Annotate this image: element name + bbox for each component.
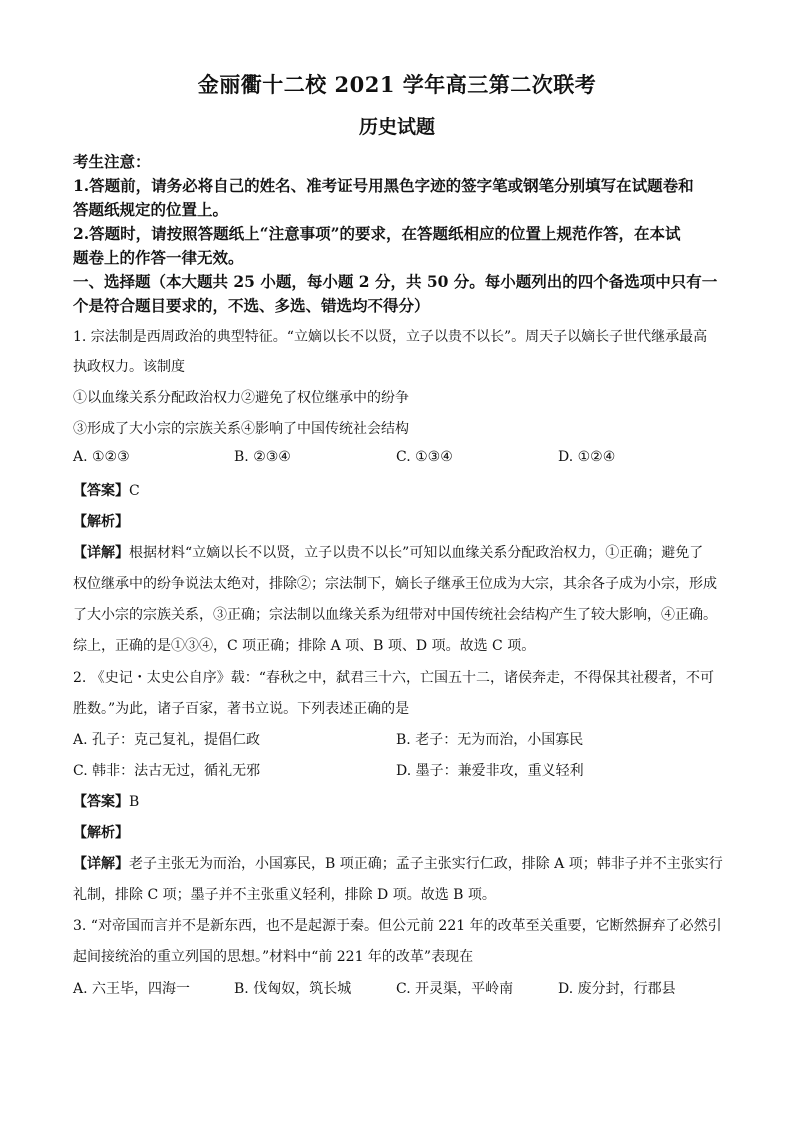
section-heading-2: 个是符合题目要求的，不选、多选、错选均不得分） xyxy=(73,296,430,315)
notice-line-2a: 2.答题时，请按照答题纸上“注意事项”的要求，在答题纸相应的位置上规范作答，在本试 xyxy=(73,224,681,243)
q1-option-c: C. ①③④ xyxy=(396,449,453,465)
q1-detail-2: 权位继承中的纷争说法太绝对，排除②；宗法制下，嫡长子继承王位成为大宗，其余各子成为小宗，形成 xyxy=(73,576,717,592)
q2-option-c: C. 韩非：法古无过，循礼无邪 xyxy=(73,763,261,779)
q2-answer-tag: 【答案】 xyxy=(73,794,129,810)
q1-detail-1 xyxy=(73,542,703,562)
exam-title: 金丽衢十二校 2021 学年高三第二次联考 xyxy=(197,72,597,97)
q1-stem-1: 1. 宗法制是西周政治的典型特征。“立嫡以长不以贤，立子以贵不以长”。周天子以嫡长子世代继承最高 xyxy=(73,329,708,345)
q1-item-1: ①以血缘关系分配政治权力②避免了权位继承中的纷争 xyxy=(73,390,409,406)
section-heading-1: 一、选择题（本大题共 25 小题，每小题 2 分，共 50 分。每小题列出的四个备选项中只有一 xyxy=(73,272,718,291)
q2-answer xyxy=(73,791,139,811)
q1-analysis-tag: 【解析】 xyxy=(73,514,129,530)
q1-detail-tag: 【详解】 xyxy=(73,545,129,561)
notice-line-1a: 1.答题前，请务必将自己的姓名、准考证号用黑色字迹的签字笔或钢笔分别填写在试题卷和 xyxy=(73,176,694,195)
q1-option-d: D. ①②④ xyxy=(558,449,616,465)
q1-answer-tag: 【答案】 xyxy=(73,483,129,499)
q3-stem-2: 起间接统治的重立列国的思想。”材料中“前 221 年的改革”表现在 xyxy=(73,949,474,965)
q2-detail-tag: 【详解】 xyxy=(73,856,129,872)
q1-detail-text-1: 根据材料“立嫡以长不以贤，立子以贵不以长”可知以血缘关系分配政治权力，①正确；避免了 xyxy=(129,545,704,561)
q3-option-c: C. 开灵渠，平岭南 xyxy=(396,981,514,997)
q1-option-b: B. ②③④ xyxy=(234,449,291,465)
q1-stem-2: 执政权力。该制度 xyxy=(73,359,185,375)
q1-option-a: A. ①②③ xyxy=(73,449,130,465)
q2-option-b: B. 老子：无为而治，小国寡民 xyxy=(396,732,584,748)
q2-analysis-tag: 【解析】 xyxy=(73,825,129,841)
notice-heading: 考生注意： xyxy=(73,152,151,171)
q2-answer-value: B xyxy=(129,794,140,810)
q1-answer xyxy=(73,480,140,500)
q1-detail-4: 综上，正确的是①③④，C 项正确；排除 A 项、B 项、D 项。故选 C 项。 xyxy=(73,638,536,654)
q2-detail-2: 礼制，排除 C 项；墨子并不主张重义轻利，排除 D 项。故选 B 项。 xyxy=(73,887,496,903)
q3-option-b: B. 伐匈奴，筑长城 xyxy=(234,981,352,997)
notice-line-2b: 题卷上的作答一律无效。 xyxy=(73,248,244,267)
q2-detail-text-1: 老子主张无为而治，小国寡民，B 项正确；孟子主张实行仁政，排除 A 项；韩非子并不主张实行 xyxy=(129,856,723,872)
notice-line-1b: 答题纸规定的位置上。 xyxy=(73,200,229,219)
q2-stem-1: 2. 《史记・太史公自序》载：“春秋之中，弑君三十六，亡国五十二，诸侯奔走，不得保其社稷者，不可 xyxy=(73,670,714,686)
q1-answer-value: C xyxy=(129,483,140,499)
q1-detail-3: 了大小宗的宗族关系，③正确；宗法制以血缘关系为纽带对中国传统社会结构产生了较大影响，④正确。 xyxy=(73,607,717,623)
q1-analysis xyxy=(73,511,129,531)
q2-stem-2: 胜数。”为此，诸子百家，著书立说。下列表述正确的是 xyxy=(73,701,410,717)
q2-option-d: D. 墨子：兼爱非攻，重义轻利 xyxy=(396,763,584,779)
q2-analysis xyxy=(73,822,129,842)
q3-option-a: A. 六王毕，四海一 xyxy=(73,981,191,997)
q2-option-a: A. 孔子：克己复礼，提倡仁政 xyxy=(73,732,261,748)
q1-item-2: ③形成了大小宗的宗族关系④影响了中国传统社会结构 xyxy=(73,421,409,437)
q2-detail-1 xyxy=(73,853,723,873)
q3-stem-1: 3. “对帝国而言并不是新东西，也不是起源于秦。但公元前 221 年的改革至关重要，它断然摒弃了必然引 xyxy=(73,918,722,934)
exam-subtitle: 历史试题 xyxy=(358,116,435,138)
q3-option-d: D. 废分封，行郡县 xyxy=(558,981,676,997)
